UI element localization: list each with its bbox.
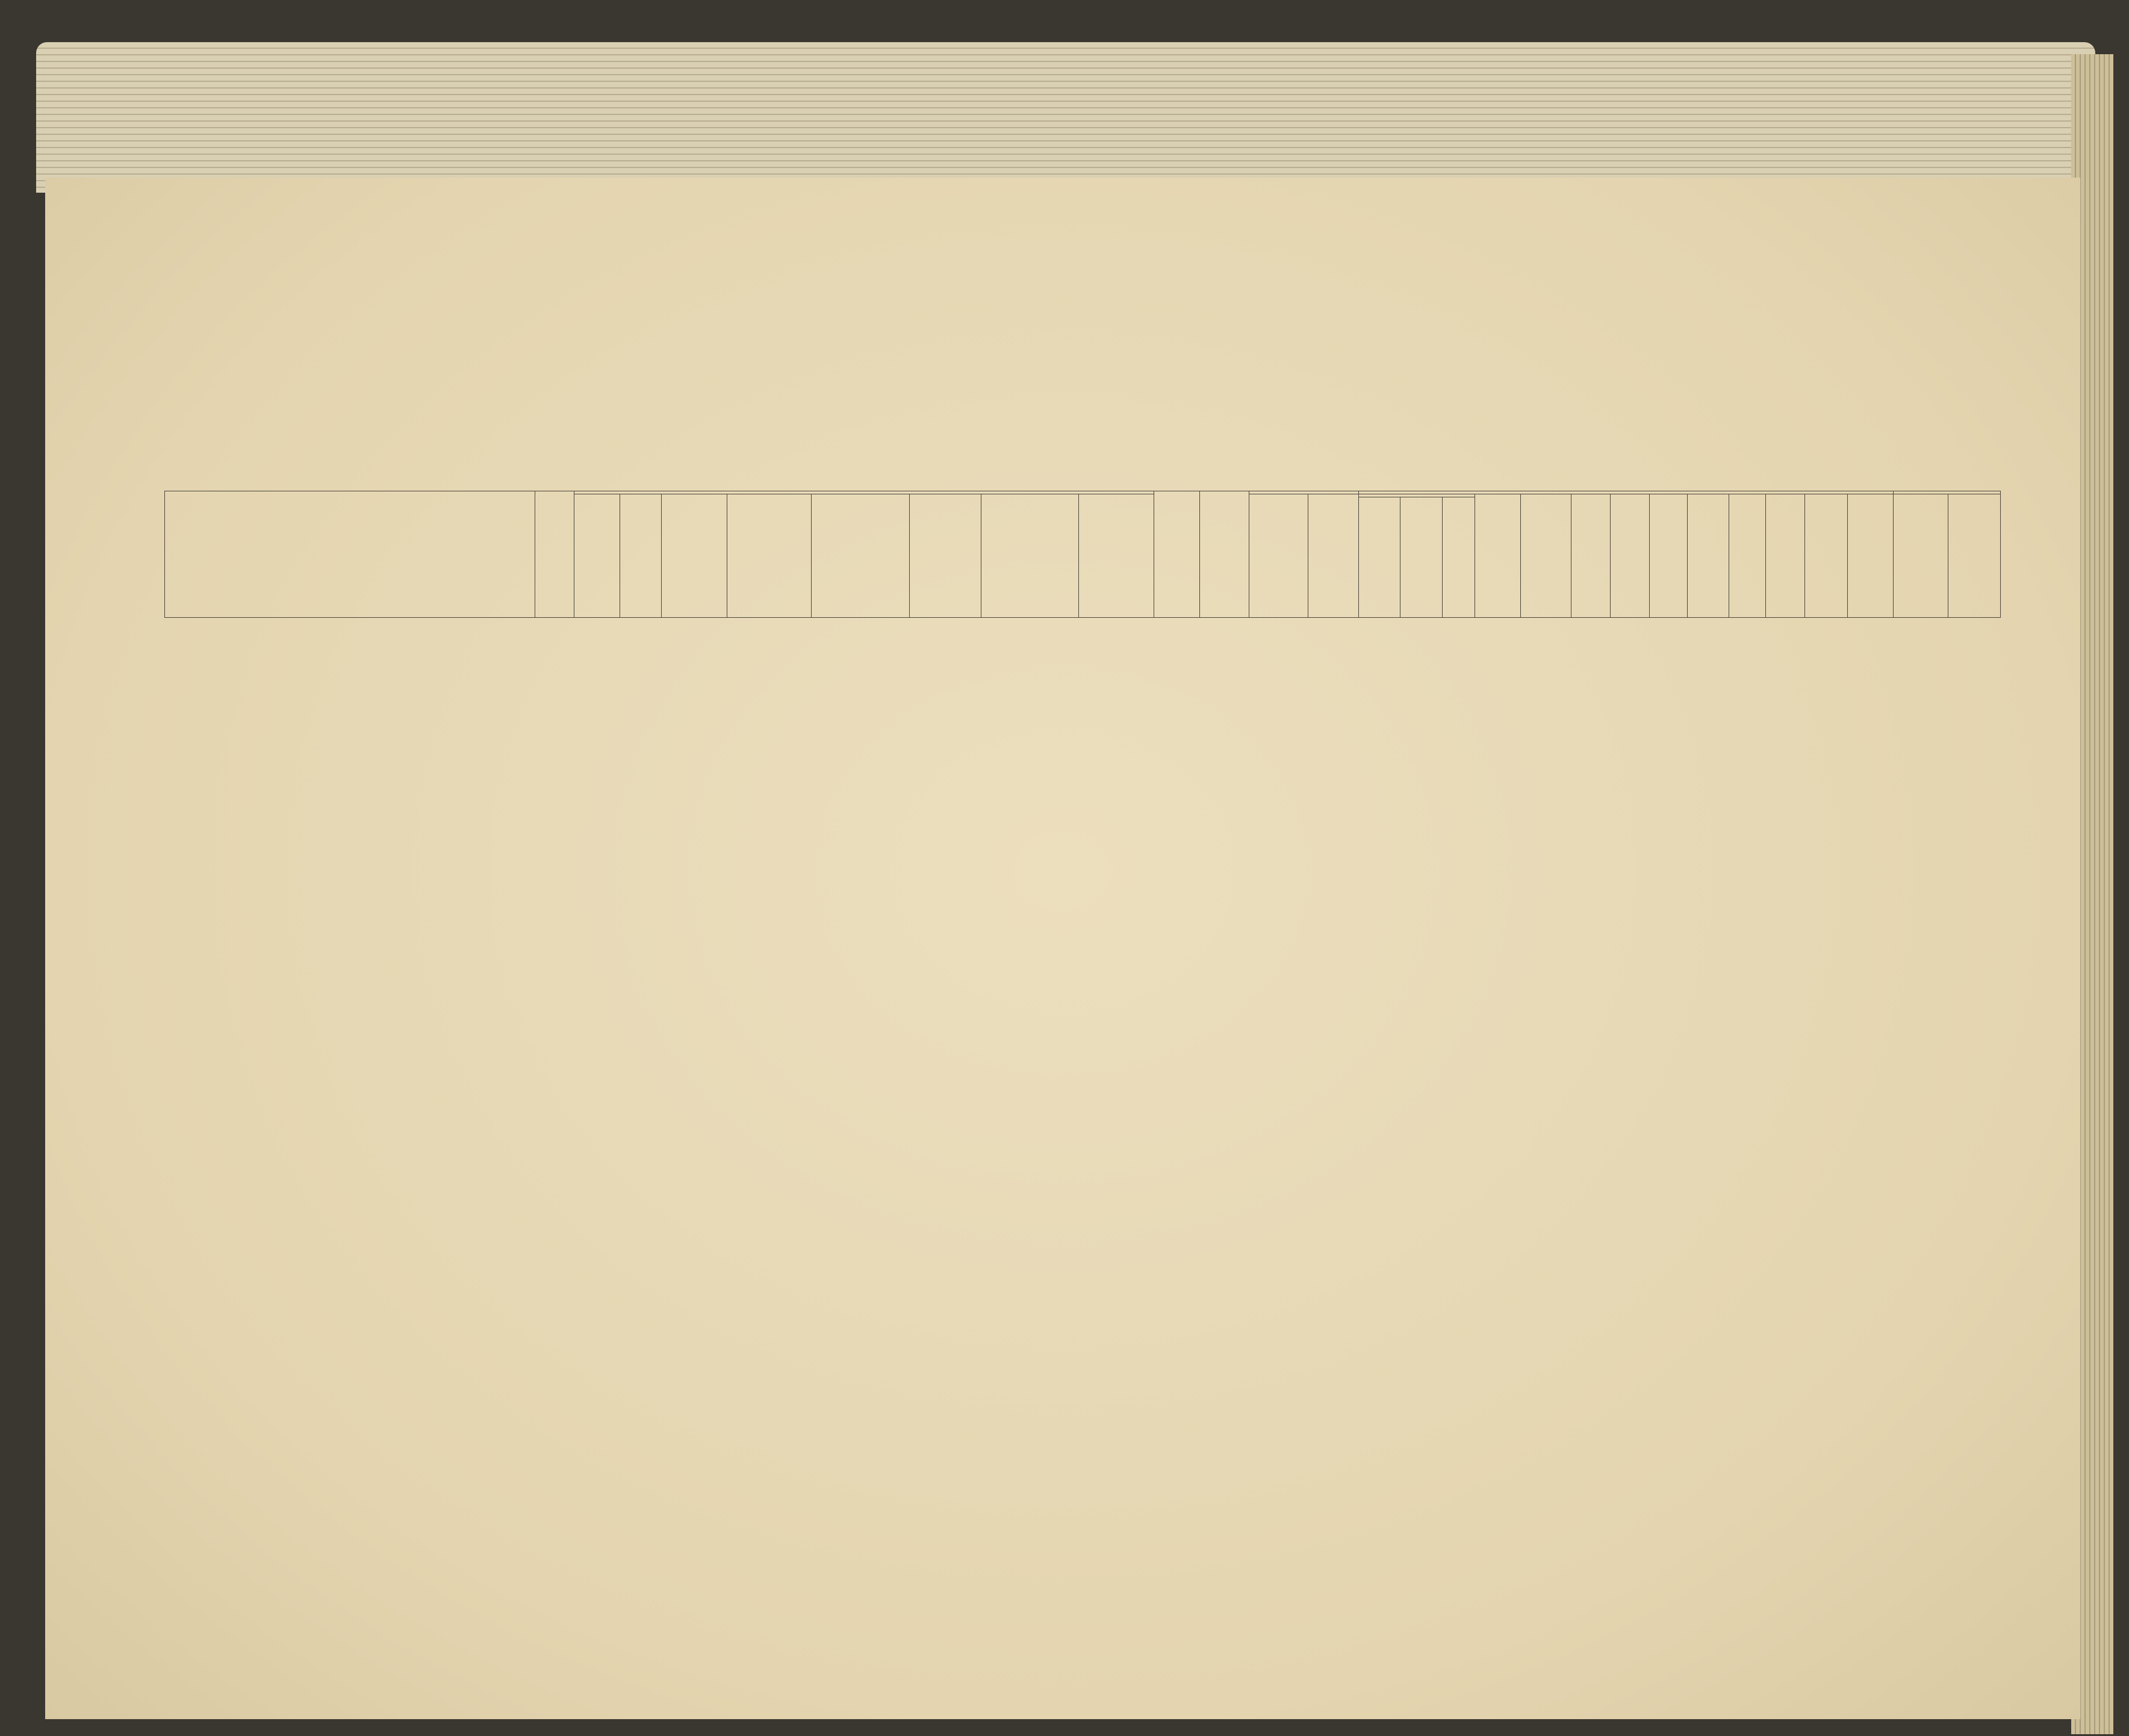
book-page-edges	[36, 42, 2095, 193]
header-datum-erdboden	[1079, 494, 1154, 618]
header-ns-100	[1442, 497, 1475, 618]
header-gewitter	[1611, 494, 1650, 618]
weather-table	[164, 491, 2001, 618]
header-mittel	[574, 494, 620, 618]
header-sonne-std	[1894, 494, 1948, 618]
table-header	[165, 491, 2001, 618]
header-bewoelkung	[1199, 491, 1249, 618]
header-seehoehe	[535, 491, 574, 618]
weather-table-container	[164, 491, 2001, 618]
header-truebe	[1687, 494, 1729, 618]
header-hoehe-mm	[1249, 494, 1308, 618]
header-abweichung	[620, 494, 661, 618]
header-tiefste-erdboden	[981, 494, 1078, 618]
header-ns-10	[1400, 497, 1442, 618]
header-luftfeuchtigkeit	[1154, 491, 1199, 618]
header-eistage	[1848, 494, 1894, 618]
header-hoechste	[662, 494, 727, 618]
header-sommertage	[1765, 494, 1804, 618]
header-heitere	[1649, 494, 1687, 618]
book-page	[45, 178, 2080, 1719]
header-schneedecke	[1520, 494, 1571, 618]
header-datum-min	[909, 494, 981, 618]
header-tiefste	[812, 494, 909, 618]
header-niederschlag-prozent	[1308, 494, 1358, 618]
header-schneefall	[1475, 494, 1520, 618]
header-datum-max	[727, 494, 812, 618]
header-heisse-tage	[1729, 494, 1766, 618]
header-frosttage	[1804, 494, 1847, 618]
header-ns-01	[1359, 497, 1400, 618]
header-sonne-prozent	[1948, 494, 2001, 618]
header-station	[165, 491, 535, 618]
header-nebel	[1571, 494, 1611, 618]
